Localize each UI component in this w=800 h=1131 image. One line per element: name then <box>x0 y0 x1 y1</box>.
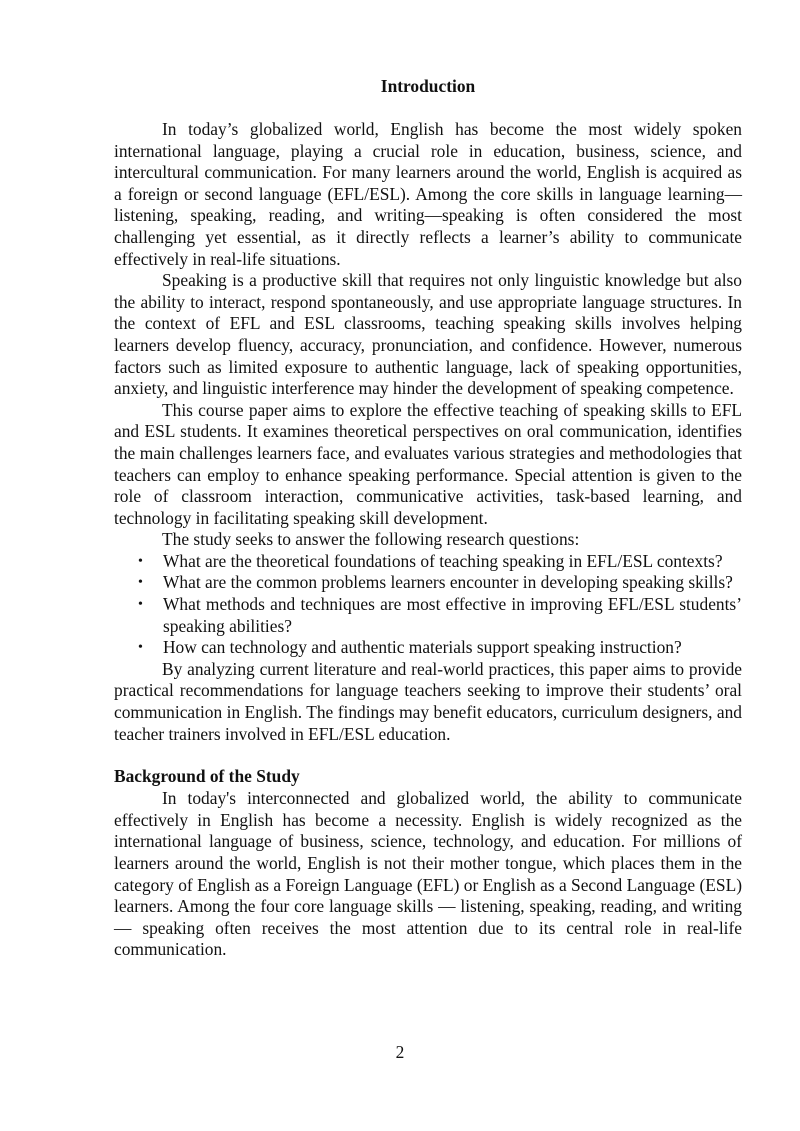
research-question-text: What methods and techniques are most effective in improving EFL/ESL students’ speaking abilities? <box>163 594 742 636</box>
bullet-icon: • <box>138 640 143 656</box>
research-question-text: What are the theoretical foundations of teaching speaking in EFL/ESL contexts? <box>163 550 723 571</box>
page-number: 2 <box>395 1042 405 1062</box>
bullet-icon: • <box>138 597 143 613</box>
research-questions-list <box>114 551 742 659</box>
bullet-icon: • <box>138 553 143 569</box>
research-question-text: How can technology and authentic materials support speaking instruction? <box>163 637 682 658</box>
list-item <box>114 637 742 659</box>
closing-paragraph: By analyzing current literature and real-world practices, this paper aims to provide practical recommendations for language teachers seeking to improve their students’ oral communication in English. The findings may benefit educators, curriculum designers, and teacher trainers involved in EFL/ESL education. <box>114 658 742 744</box>
section-heading-background: Background of the Study <box>114 766 300 787</box>
background-paragraph: In today's interconnected and globalized world, the ability to communicate effectively in English has become a necessity. English is widely recognized as the international language of business, science, technology, and education. For millions of learners around the world, English is not their mother tongue, which places them in the category of English as a Foreign Language (EFL) or English as a Second Language (ESL) learners. Among the four core language skills — listening, speaking, reading, and writing — speaking often receives the most attention due to its central role in real-life communication. <box>114 788 742 960</box>
intro-paragraph-3: This course paper aims to explore the effective teaching of speaking skills to EFL and ESL students. It examines theoretical perspectives on oral communication, identifies the main challenges learners face, and evaluates various strategies and methodologies that teachers can employ to enhance speaking performance. Special attention is given to the role of classroom interaction, communicative activities, task-based learning, and technology in facilitating speaking skill development. <box>114 399 742 528</box>
list-item <box>114 572 742 594</box>
document-page <box>114 74 742 961</box>
intro-paragraph-2: Speaking is a productive skill that requires not only linguistic knowledge but also the ability to interact, respond spontaneously, and use appropriate language structures. In the context of EFL and ESL classrooms, teaching speaking skills involves helping learners develop fluency, accuracy, pronunciation, and confidence. However, numerous factors such as limited exposure to authentic language, lack of speaking opportunities, anxiety, and linguistic interference may hinder the development of speaking competence. <box>114 270 742 399</box>
research-questions-lead: The study seeks to answer the following research questions: <box>162 529 580 550</box>
intro-paragraph-1: In today’s globalized world, English has become the most widely spoken international language, playing a crucial role in education, business, science, and intercultural communication. For many learners around the world, English is acquired as a foreign or second language (EFL/ESL). Among the core skills in language learning—listening, speaking, reading, and writing—speaking is often considered the most challenging yet essential, as it directly reflects a learner’s ability to communicate effectively in real-life situations. <box>114 119 742 269</box>
section-heading-introduction: Introduction <box>380 76 476 96</box>
list-item <box>114 594 742 637</box>
research-question-text: What are the common problems learners encounter in developing speaking skills? <box>163 572 733 593</box>
bullet-icon: • <box>138 575 143 591</box>
list-item <box>114 551 742 573</box>
